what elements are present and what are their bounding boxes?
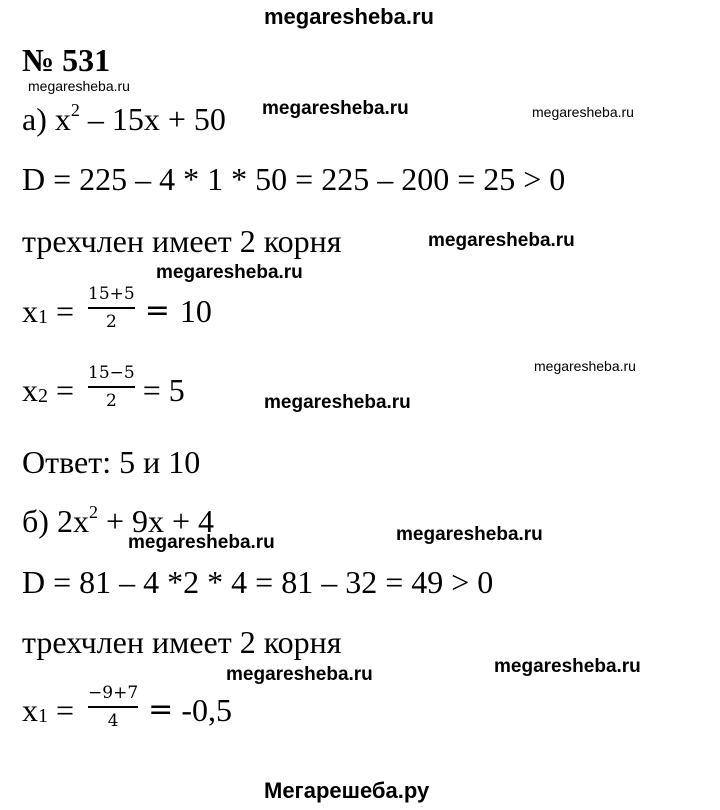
watermark: megaresheba.ru — [28, 78, 130, 94]
x2-result: 5 — [168, 372, 185, 408]
part-b-label: б) 2x — [22, 503, 89, 539]
watermark: megaresheba.ru — [532, 104, 634, 120]
fraction — [88, 683, 138, 732]
fraction-numerator: −9+7 — [88, 682, 139, 703]
watermark: megaresheba.ru — [396, 524, 543, 545]
footer-site: Мегарешеба.ру — [264, 778, 430, 803]
watermark: megaresheba.ru — [156, 262, 303, 283]
fraction-denominator: 2 — [105, 391, 117, 411]
part-a-x2 — [22, 362, 185, 418]
fraction-numerator: 15−5 — [88, 362, 135, 383]
part-b-rest: + 9x + 4 — [97, 503, 215, 539]
watermark: megaresheba.ru — [428, 230, 575, 251]
problem-number: № 531 — [22, 42, 111, 78]
part-a-x1 — [22, 283, 212, 339]
watermark: megaresheba.ru — [128, 532, 275, 553]
equals-sign: = — [48, 692, 83, 728]
part-b-x1 — [22, 682, 232, 738]
equals-sign: = — [144, 293, 170, 328]
fraction-numerator: 15+5 — [88, 283, 135, 304]
equals-sign: = — [48, 372, 83, 408]
part-a-answer: Ответ: 5 и 10 — [22, 444, 201, 480]
watermark: megaresheba.ru — [226, 664, 373, 685]
fraction-bar — [88, 706, 138, 708]
fraction — [88, 284, 135, 333]
x2-sub: 2 — [38, 385, 48, 407]
part-a-expression — [22, 100, 226, 137]
part-a-roots-text: трехчлен имеет 2 корня — [22, 223, 342, 259]
x2-var: x — [22, 372, 38, 408]
fraction-bar — [88, 307, 135, 309]
watermark: megaresheba.ru — [262, 98, 409, 119]
fraction-bar — [88, 386, 135, 388]
watermark: megaresheba.ru — [494, 656, 641, 677]
watermark: megaresheba.ru — [534, 358, 636, 374]
equals-sign: = — [48, 293, 83, 329]
equals-sign: = — [148, 692, 174, 727]
header-site: megaresheba.ru — [264, 4, 434, 29]
part-a-exponent: 2 — [70, 100, 80, 120]
x1-sub: 1 — [38, 306, 48, 328]
x1-result: -0,5 — [181, 692, 232, 728]
fraction-denominator: 2 — [105, 312, 117, 332]
x1-var: x — [22, 692, 38, 728]
x1-var: x — [22, 293, 38, 329]
part-a-discriminant: D = 225 – 4 * 1 * 50 = 225 – 200 = 25 > 0 — [22, 161, 566, 197]
fraction-denominator: 4 — [107, 711, 119, 731]
part-b-roots-text: трехчлен имеет 2 корня — [22, 624, 342, 660]
part-a-label: а) x — [22, 101, 71, 137]
part-b-discriminant: D = 81 – 4 *2 * 4 = 81 – 32 = 49 > 0 — [22, 564, 494, 600]
part-b-exponent: 2 — [88, 502, 98, 522]
part-a-rest: – 15x + 50 — [79, 101, 226, 137]
equals-sign: = — [142, 372, 161, 408]
x1-sub: 1 — [38, 705, 48, 727]
fraction — [88, 363, 135, 412]
x1-result: 10 — [179, 293, 212, 329]
watermark: megaresheba.ru — [264, 392, 411, 413]
